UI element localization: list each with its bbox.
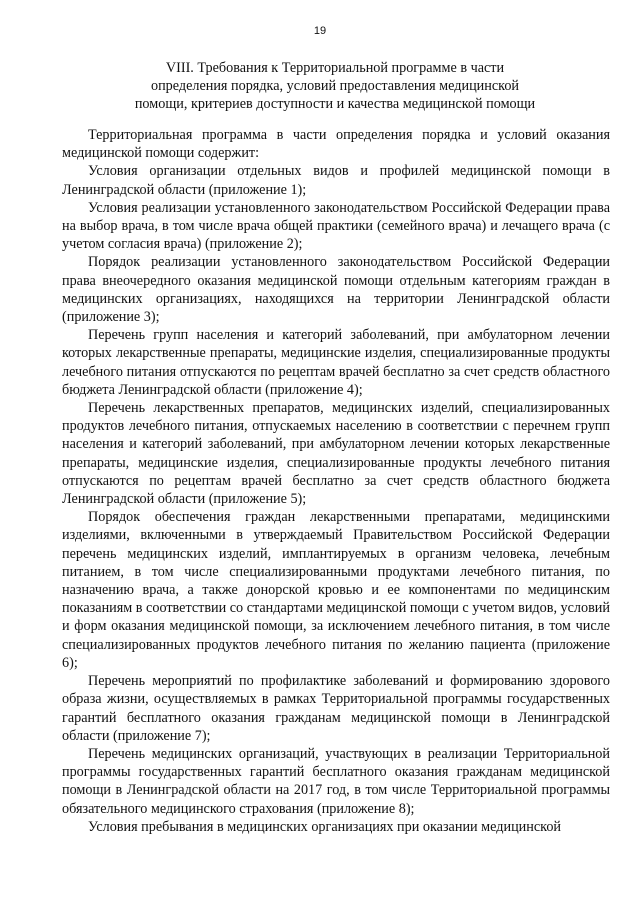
section-heading: [100, 59, 570, 113]
body-text: [62, 126, 610, 836]
paragraph: Порядок обеспечения граждан лекарственными препаратами, медицинскими изделиями, включенными в утверждаемый Правительством Российской Федерации перечень медицинских изделий, имплантируемых в организм человека, лечебным питанием, в том числе специализированными продуктами лечебного питания, по назначению врача, а также донорской кровью и ее компонентами по медицинским показаниям в соответствии со стандартами медицинской помощи с учетом видов, условий и форм оказания медицинской помощи, за исключением лечебного питания, в том числе специализированных продуктов лечебного питания по желанию пациента (приложение 6);: [62, 509, 610, 671]
heading-line: VIII. Требования к Территориальной программе в части: [165, 60, 505, 76]
paragraph: Территориальная программа в части определения порядка и условий оказания медицинской помощи содержит:: [62, 127, 610, 162]
heading-line: помощи, критериев доступности и качества медицинской помощи: [134, 96, 536, 112]
paragraph: Условия реализации установленного законодательством Российской Федерации права на выбор врача, в том числе врача общей практики (семейного врача) и лечащего врача (с учетом согласия врача) (приложение 2);: [62, 199, 610, 253]
paragraph: Перечень мероприятий по профилактике заболеваний и формированию здорового образа жизни, осуществляемых в рамках Территориальной программы государственных гарантий бесплатного оказания гражданам медицинской помощи в Ленинградской области (приложение 7);: [62, 673, 610, 744]
paragraph: Условия пребывания в медицинских организациях при оказании медицинской: [88, 818, 562, 835]
paragraph: Условия организации отдельных видов и профилей медицинской помощи в Ленинградской области (приложение 1);: [62, 163, 610, 198]
paragraph: Порядок реализации установленного законодательством Российской Федерации права внеочередного оказания медицинской помощи отдельным категориям граждан в медицинских организациях, находящихся на территории Ленинградской области (приложение 3);: [62, 254, 610, 326]
page-number: 19: [313, 25, 327, 37]
paragraph: Перечень групп населения и категорий заболеваний, при амбулаторном лечении которых лекарственные препараты, медицинские изделия, специализированные продукты лечебного питания отпускаются по рецептам врачей бесплатно за счет средств областного бюджета Ленинградской области (приложение 4);: [62, 327, 610, 398]
paragraph: Перечень медицинских организаций, участвующих в реализации Территориальной программы государственных гарантий бесплатного оказания гражданам медицинской помощи в Ленинградской области на 2017 год, в том числе Территориальной программы обязательного медицинского страхования (приложение 8);: [62, 745, 610, 817]
heading-line: определения порядка, условий предоставления медицинской: [150, 78, 520, 94]
paragraph: Перечень лекарственных препаратов, медицинских изделий, специализированных продуктов лечебного питания, отпускаемых населению в соответствии с перечнем групп населения и категорий заболеваний, при амбулаторном лечении которых лекарственные препараты, медицинские изделия, специализированные продукты лечебного питания отпускаются по рецептам врачей бесплатно за счет средств областного бюджета Ленинградской области (приложение 5);: [62, 400, 610, 508]
